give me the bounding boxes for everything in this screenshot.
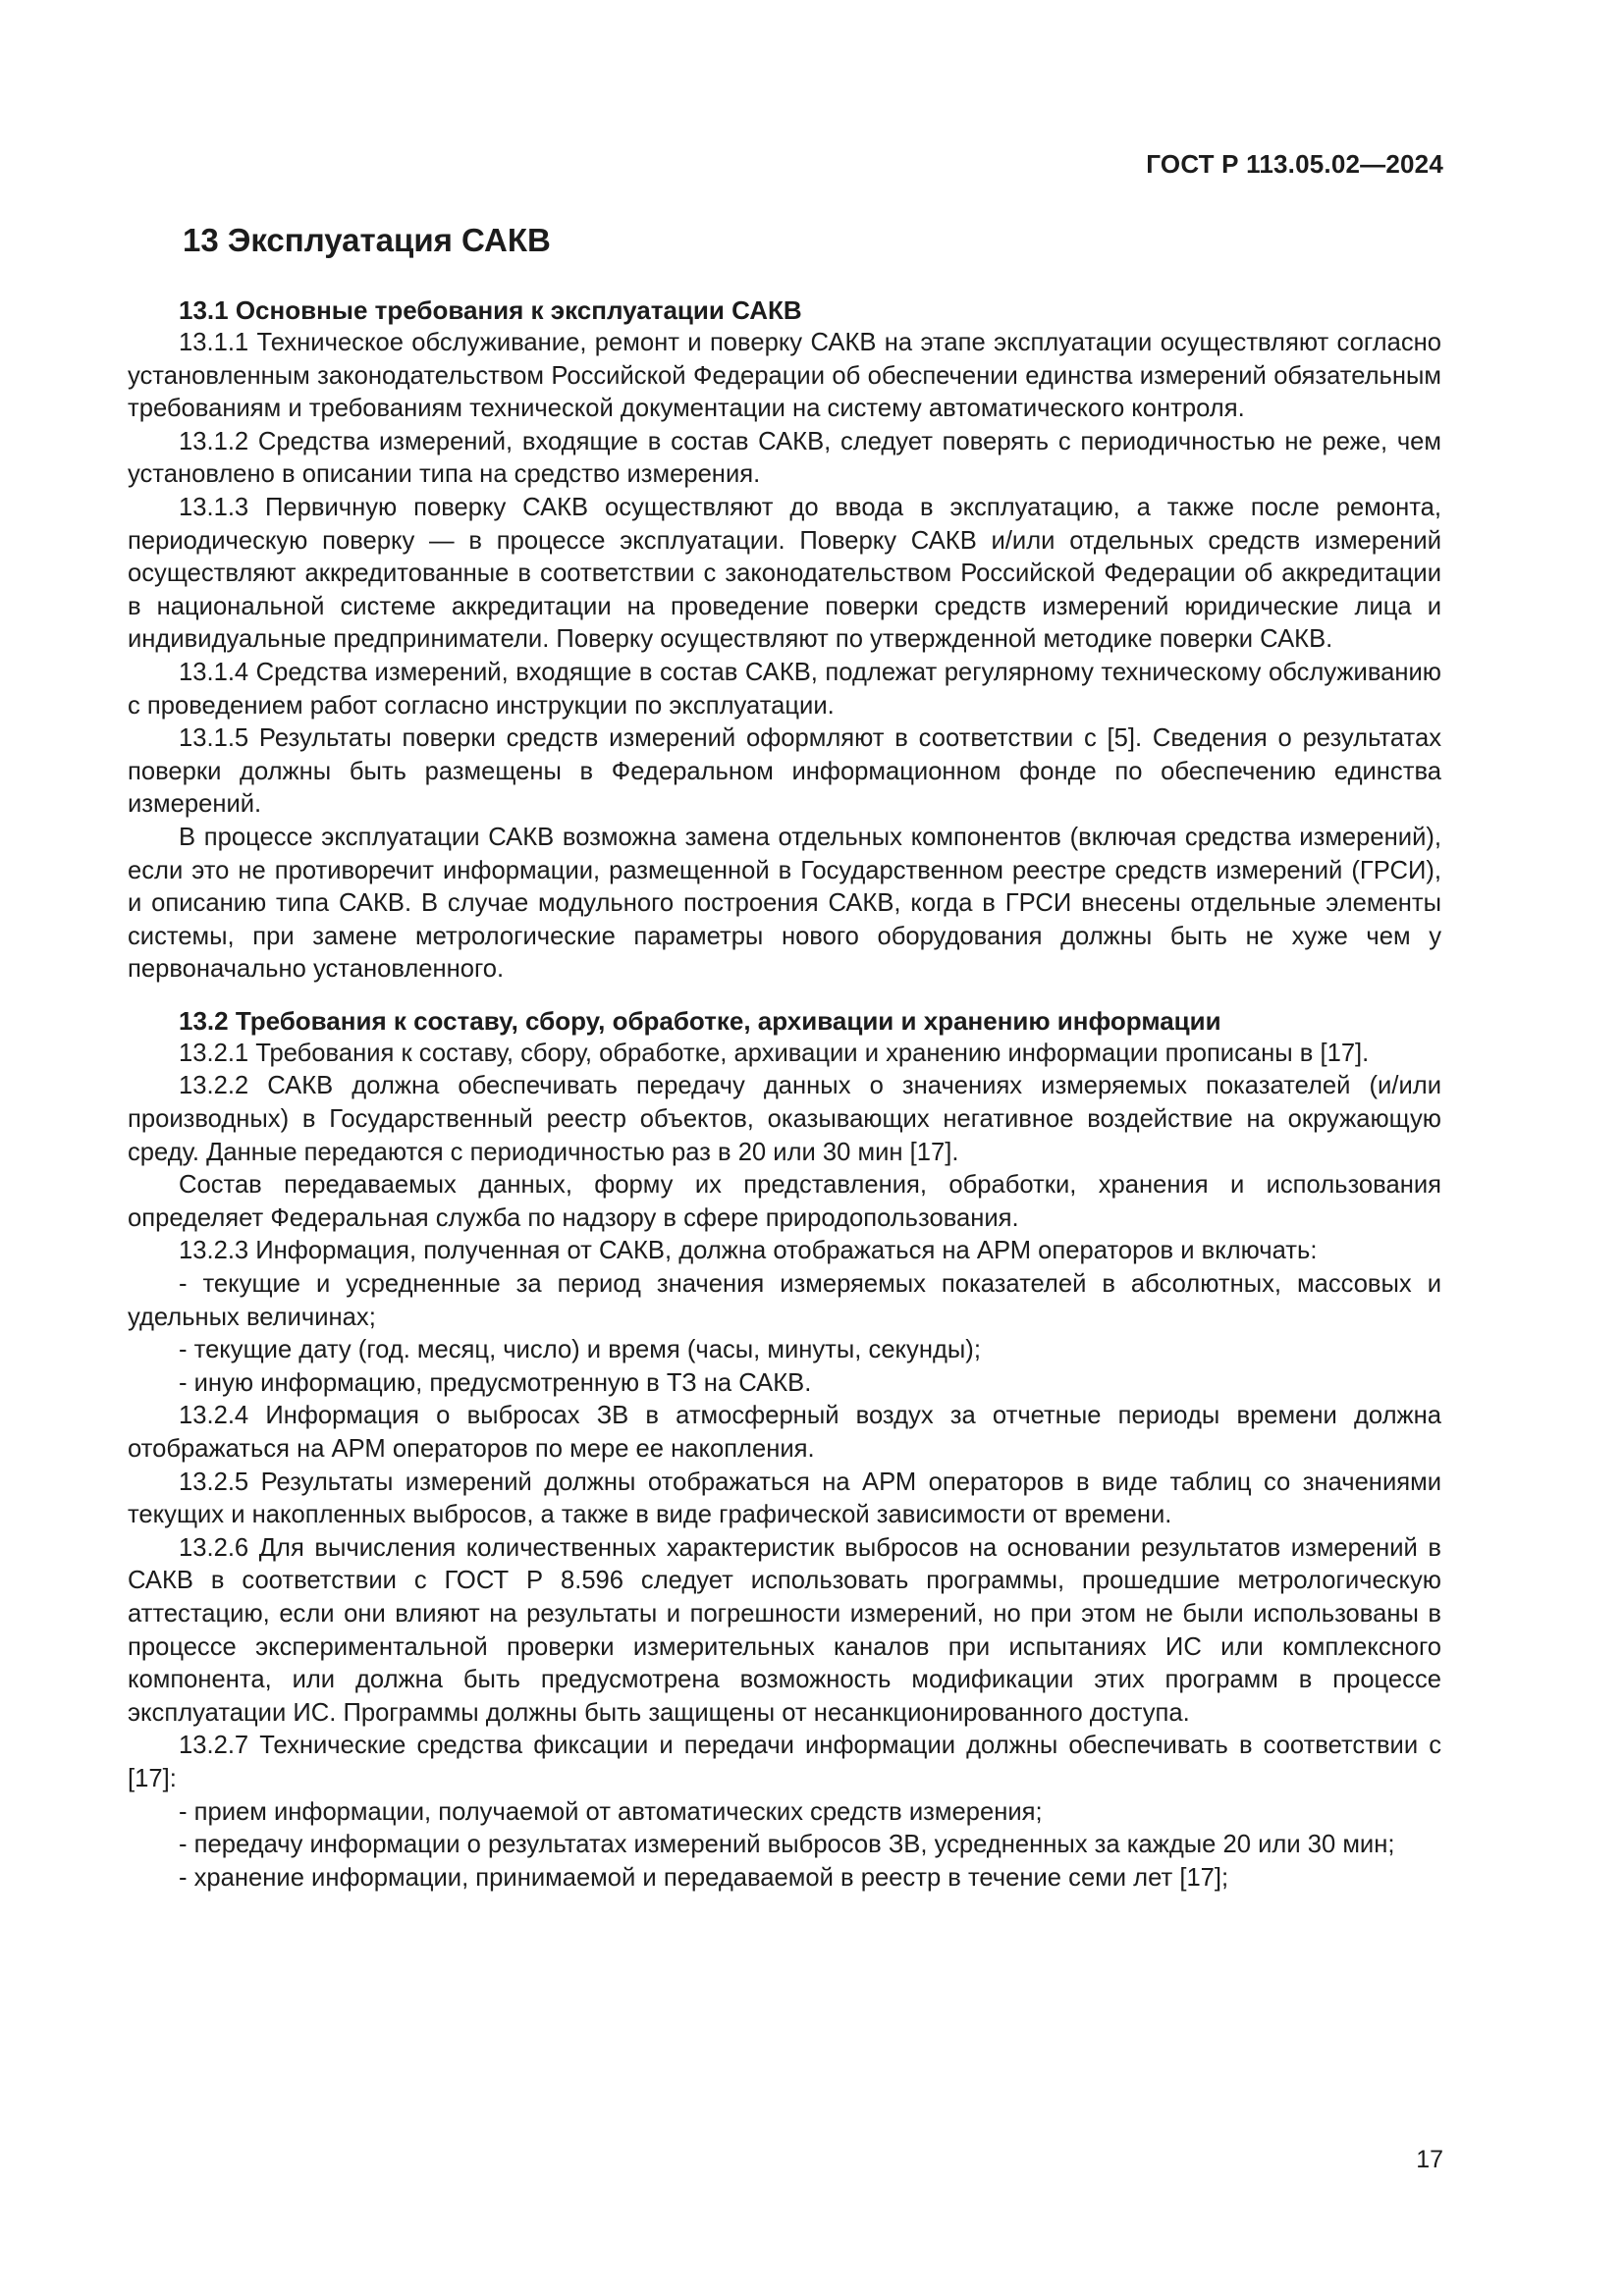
paragraph: 13.2.1 Требования к составу, сбору, обработке, архивации и хранению информации прописаны в [17]. (179, 1039, 1370, 1067)
list-item: - хранение информации, принимаемой и передаваемой в реестр в течение семи лет [17]; (179, 1863, 1229, 1892)
list-item: - иную информацию, предусмотренную в ТЗ на САКВ. (179, 1368, 812, 1397)
paragraph: 13.1.3 Первичную поверку САКВ осуществляют до ввода в эксплуатацию, а также после ремонта, периодическую поверку — в процессе эксплуатации. Поверку САКВ и/или отдельных средств измерений осуществляют аккредитованные в соответствии с законодательством Российской Федерации об аккредитации в национальной системе аккредитации на проведение поверки средств измерений юридические лица и индивидуальные предприниматели. Поверку осуществляют по утвержденной методике поверки САКВ. (128, 493, 1441, 654)
paragraph: 13.2.6 Для вычисления количественных характеристик выбросов на основании результатов измерений в САКВ в соответствии с ГОСТ Р 8.596 следует использовать программы, прошедшие метрологическую аттестацию, если они влияют на результаты и погрешности измерений, но при этом не были использованы в процессе экспериментальной проверки измерительных каналов при испытаниях ИС или комплексного компонента, или должна быть предусмотрена возможность модификации этих программ в процессе эксплуатации ИС. Программы должны быть защищены от несанкционированного доступа. (128, 1533, 1441, 1727)
list-item: - текущие и усредненные за период значения измеряемых показателей в абсолютных, массовых и удельных величинах; (128, 1270, 1441, 1331)
page-number: 17 (1416, 2146, 1443, 2173)
paragraph: 13.2.4 Информация о выбросах ЗВ в атмосферный воздух за отчетные периоды времени должна отображаться на АРМ операторов по мере ее накопления. (128, 1402, 1441, 1463)
paragraph: В процессе эксплуатации САКВ возможна замена отдельных компонентов (включая средства измерений), если это не противоречит информации, размещенной в Государственном реестре средств измерений (ГРСИ), и описанию типа САКВ. В случае модульного построения САКВ, когда в ГРСИ внесены отдельные элементы системы, при замене метрологические параметры нового оборудования должны быть не хуже чем у первоначально установленного. (128, 823, 1441, 984)
paragraph: Состав передаваемых данных, форму их представления, обработки, хранения и использования определяет Федеральная служба по надзору в сфере природопользования. (128, 1171, 1441, 1232)
paragraph: 13.2.2 САКВ должна обеспечивать передачу данных о значениях измеряемых показателей (и/или производных) в Государственный реестр объектов, оказывающих негативное воздействие на окружающую среду. Данные передаются с периодичностью раз в 20 или 30 мин [17]. (128, 1072, 1441, 1166)
list-item: - передачу информации о результатах измерений выбросов ЗВ, усредненных за каждые 20 или 30 мин; (179, 1831, 1395, 1859)
paragraph: 13.1.4 Средства измерений, входящие в состав САКВ, подлежат регулярному техническому обслуживанию с проведением работ согласно инструкции по эксплуатации. (128, 658, 1441, 720)
paragraph: 13.2.7 Технические средства фиксации и передачи информации должны обеспечивать в соответствии с [17]: (128, 1732, 1441, 1792)
paragraph: 13.1.2 Средства измерений, входящие в состав САКВ, следует поверять с периодичностью не реже, чем установлено в описании типа на средство измерения. (128, 427, 1441, 489)
paragraph: 13.1.5 Результаты поверки средств измерений оформляют в соответствии с [5]. Сведения о результатах поверки должны быть размещены в Федеральном информационном фонде по обеспечению единства измерений. (128, 724, 1441, 819)
page-content (128, 221, 1441, 1895)
document-code-header: ГОСТ Р 113.05.02—2024 (1146, 149, 1443, 179)
list-item: - прием информации, получаемой от автоматических средств измерения; (179, 1797, 1043, 1826)
subsection-title: 13.1 Основные требования к эксплуатации САКВ (179, 295, 802, 325)
paragraph: 13.2.3 Информация, полученная от САКВ, должна отображаться на АРМ операторов и включать: (179, 1237, 1318, 1265)
paragraph: 13.2.5 Результаты измерений должны отображаться на АРМ операторов в виде таблиц со значениями текущих и накопленных выбросов, а также в виде графической зависимости от времени. (128, 1468, 1441, 1529)
list-item: - текущие дату (год. месяц, число) и время (часы, минуты, секунды); (179, 1336, 981, 1364)
subsection-title: 13.2 Требования к составу, сбору, обработке, архивации и хранению информации (179, 1005, 1221, 1036)
section-title: 13 Эксплуатация САКВ (183, 222, 551, 258)
paragraph: 13.1.1 Техническое обслуживание, ремонт и поверку САКВ на этапе эксплуатации осуществляют согласно установленным законодательством Российской Федерации об обеспечении единства измерений обязательным требованиям и требованиям технической документации на систему автоматического контроля. (128, 329, 1441, 423)
